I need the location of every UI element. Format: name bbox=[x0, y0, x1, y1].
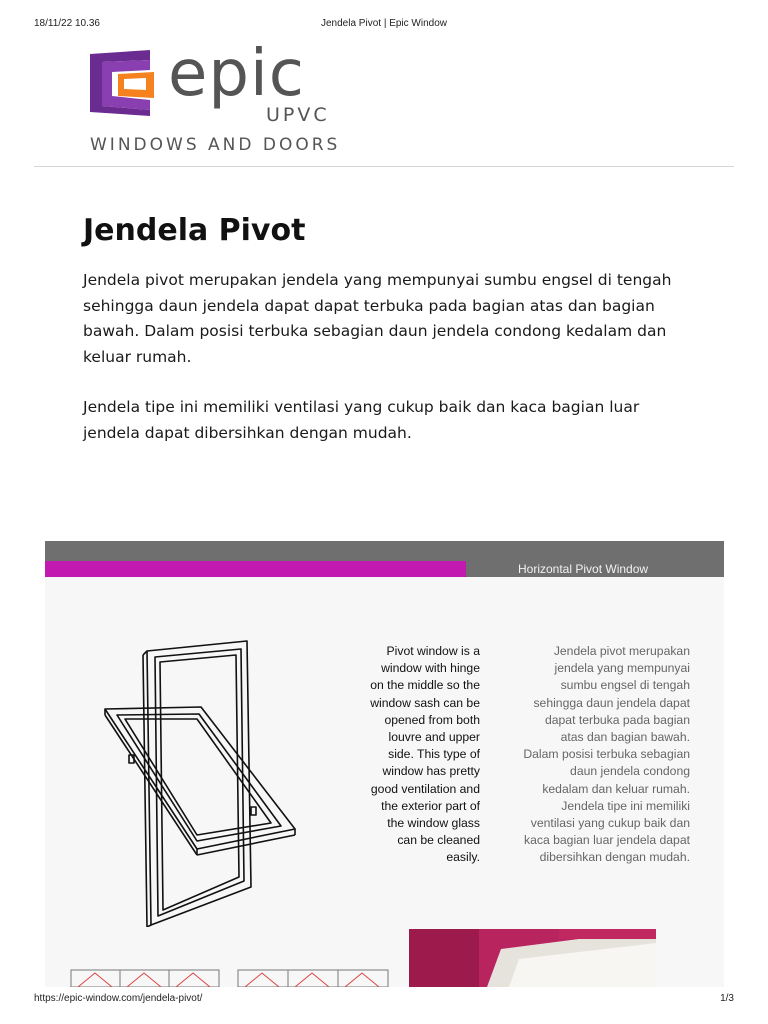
header-divider bbox=[34, 166, 734, 167]
logo-e-mark-icon bbox=[88, 50, 158, 116]
figure-text-indonesian: Jendela pivot merupakan jendela yang mempunyai sumbu engsel di tengah sehingga daun jendela dapat dapat terbuka pada bagian atas dan bagian bawah. Dalam posisi terbuka sebagian daun jendela condong kedalam dan keluar rumah. Jendela tipe ini memiliki ventilasi yang cukup baik dan kaca bagian luar jendela dapat dibersihkan dengan mudah. bbox=[523, 644, 690, 865]
print-page-title: Jendela Pivot | Epic Window bbox=[321, 18, 447, 29]
window-type-thumbnails bbox=[70, 969, 390, 987]
pivot-window-figure bbox=[45, 541, 724, 987]
print-url[interactable]: https://epic-window.com/jendela-pivot/ bbox=[34, 993, 203, 1004]
interior-window-photo bbox=[409, 929, 656, 987]
article-paragraph-1: Jendela pivot merupakan jendela yang mempunyai sumbu engsel di tengah sehingga daun jendela dapat dapat terbuka pada bagian atas dan bagian bawah. Dalam posisi terbuka sebagian daun jendela condong kedalam dan keluar rumah. bbox=[83, 271, 672, 366]
figure-accent-bar bbox=[45, 561, 466, 577]
print-datetime: 18/11/22 10.36 bbox=[34, 18, 100, 29]
page-title: Jendela Pivot bbox=[83, 213, 306, 248]
logo-tagline: WINDOWS AND DOORS bbox=[90, 135, 341, 155]
pivot-window-illustration bbox=[97, 637, 327, 927]
logo-upvc: UPVC bbox=[266, 104, 330, 126]
figure-text-english: Pivot window is a window with hinge on the middle so the window sash can be opened from both louvre and upper side. This type of window has pretty good ventilation and the exterior part of the window glass can be cleaned easily. bbox=[370, 644, 480, 865]
site-logo[interactable] bbox=[88, 37, 341, 158]
figure-band-title: Horizontal Pivot Window bbox=[518, 562, 649, 576]
article-paragraph-2: Jendela tipe ini memiliki ventilasi yang cukup baik dan kaca bagian luar jendela dapat dibersihkan dengan mudah. bbox=[83, 398, 640, 442]
logo-wordmark: epic bbox=[168, 37, 305, 111]
print-page-number: 1/3 bbox=[720, 993, 734, 1004]
